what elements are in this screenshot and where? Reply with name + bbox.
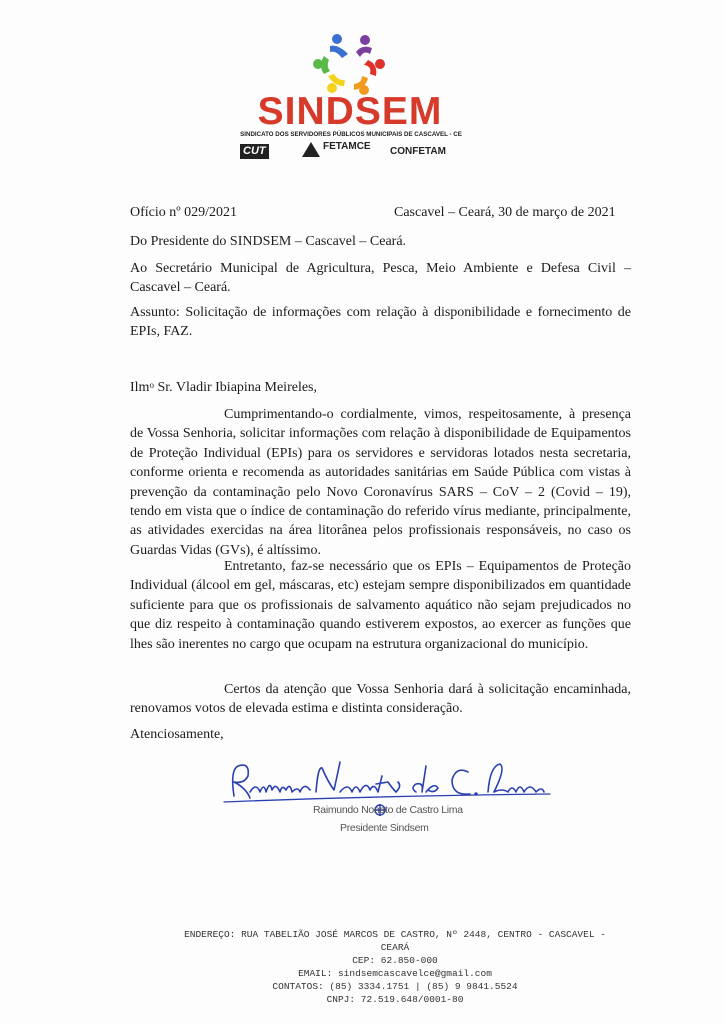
letter-from: Do Presidente do SINDSEM – Cascavel – Ceará. bbox=[130, 234, 407, 249]
fetamce-label: FETAMCE bbox=[323, 141, 371, 152]
sindsem-logo-icon bbox=[310, 30, 390, 98]
cut-label: CUT bbox=[240, 144, 269, 159]
footer-cep: CEP: 62.850-000 bbox=[352, 955, 438, 966]
footer-email: EMAIL: sindsemcascavelce@gmail.com bbox=[298, 968, 492, 979]
letter-subject: Assunto: Solicitação de informações com relação à disponibilidade e fornecimento de EPIs, FAZ. bbox=[130, 305, 631, 339]
body-paragraph: Certos da atenção que Vossa Senhoria dará à solicitação encaminhada, renovamos votos de elevada estima e distinta consideração. bbox=[130, 682, 631, 717]
greeting-prefix: Ilm bbox=[130, 380, 150, 395]
footer-address-line1: ENDEREÇO: RUA TABELIÃO JOSÉ MARCOS DE CASTRO, Nº 2448, CENTRO - CASCAVEL - bbox=[184, 929, 606, 940]
footer-address-line2: CEARÁ bbox=[380, 942, 410, 953]
letter-recipient: Ao Secretário Municipal de Agricultura, Pesca, Meio Ambiente e Defesa Civil – Cascavel – Ceará. bbox=[130, 261, 631, 295]
affiliations bbox=[240, 141, 462, 161]
footer-contact-block bbox=[100, 928, 690, 1006]
letter-closing: Atenciosamente, bbox=[130, 727, 224, 742]
cut-logo bbox=[240, 141, 296, 159]
signatory-role: Presidente Sindsem bbox=[340, 822, 429, 834]
place-date: Cascavel – Ceará, 30 de março de 2021 bbox=[394, 205, 616, 220]
greeting-name: Sr. Vladir Ibiapina Meireles, bbox=[153, 380, 317, 395]
letter-reference: Ofício nº 029/2021 bbox=[130, 205, 237, 220]
brand-name: SINDSEM bbox=[257, 90, 443, 133]
fetamce-icon bbox=[302, 142, 320, 157]
confetam-label: CONFETAM bbox=[390, 146, 446, 157]
greeting-superscript: o bbox=[149, 380, 154, 390]
footer-cnpj: CNPJ: 72.519.648/0001-80 bbox=[326, 994, 464, 1005]
brand-subtitle: SINDICATO DOS SERVIDORES PÚBLICOS MUNICIPAIS DE CASCAVEL - CE bbox=[240, 131, 462, 138]
body-paragraph: Entretanto, faz-se necessário que os EPIs – Equipamentos de Proteção Individual (álcool em gel, máscaras, etc) estejam sempre disponibilizados em quantidade suficiente para que os profissionais de salvamento aquático não sejam prejudicados no que diz respeito à contaminação quando estiverem expostos, ao exercer as funções que lhes são inerentes no cargo que ocupam na estrutura organizacional do município. bbox=[130, 559, 631, 652]
letter-greeting bbox=[130, 378, 631, 397]
footer-contacts: CONTATOS: (85) 3334.1751 | (85) 9 9841.5524 bbox=[272, 981, 518, 992]
body-paragraph: Cumprimentando-o cordialmente, vimos, respeitosamente, à presença de Vossa Senhoria, solicitar informações com relação à disponibilidade de Equipamentos de Proteção Individual (EPIs) para os servidores e servidoras lotados nesta secretaria, conforme orienta e recomenda as autoridades sanitárias em Saúde Pública com vistas à prevenção da contaminação pelo Novo Coronavírus SARS – CoV – 2 (Covid – 19), tendo em vista que o índice de contaminação do referido vírus mediante, principalmente, as atividades exercidas na área litorânea pelos profissionais responsáveis, no caso os Guardas Vidas (GVs), é altíssimo. bbox=[130, 407, 631, 558]
confetam-logo bbox=[390, 141, 462, 159]
signatory-name: Raimundo Nonato de Castro Lima bbox=[313, 804, 463, 816]
